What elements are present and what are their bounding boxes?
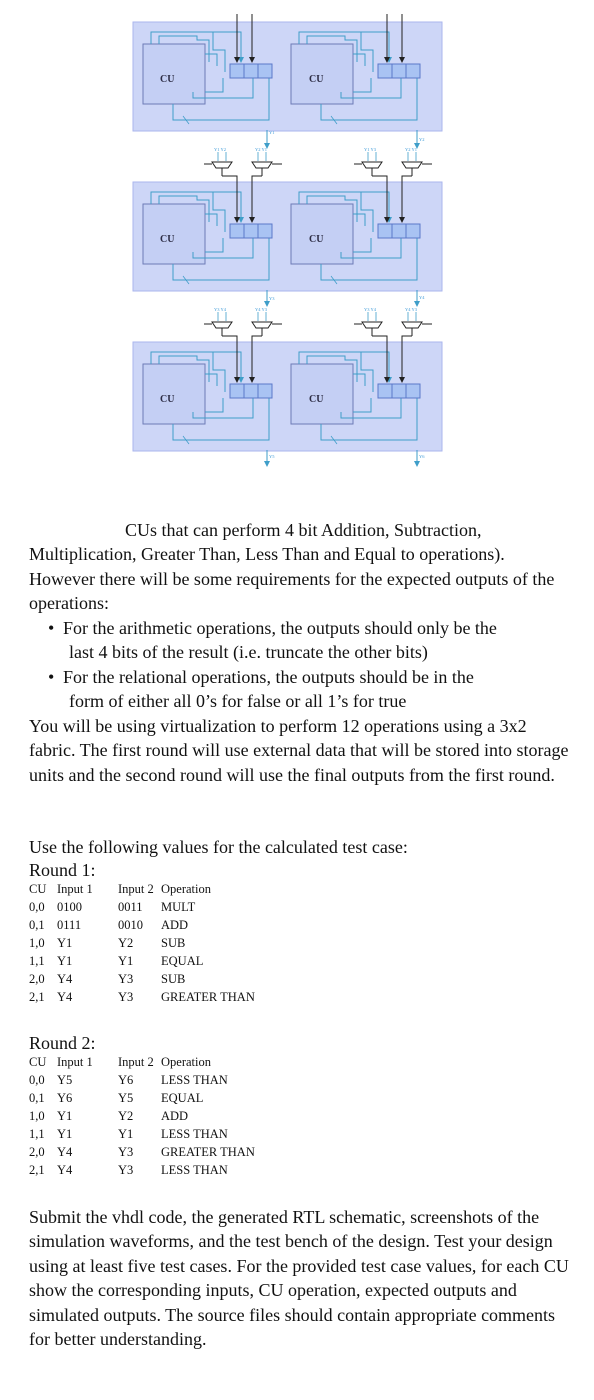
- cell-input2: Y2: [118, 1109, 134, 1123]
- round1-header-row: [29, 880, 255, 898]
- cell-input2: Y3: [118, 1163, 134, 1177]
- intro-paragraph: CUs that can perform 4 bit Addition, Subtraction, Multiplication, Greater Than, Less Than and Equal to operations). However there will be some requirements for the expected outputs of the operations:: [29, 520, 555, 614]
- cell-input2: Y6: [118, 1073, 134, 1087]
- table-row: [29, 1071, 255, 1089]
- mux-input-label: Y1 Y2: [214, 147, 226, 152]
- signal-y6: Y6: [419, 454, 425, 459]
- bullet-arithmetic: [48, 616, 563, 665]
- table-row: [29, 934, 255, 952]
- cell-input1: 0100: [57, 900, 82, 914]
- header-cu: CU: [29, 882, 47, 896]
- signal-y4: Y4: [419, 295, 425, 300]
- bullet-relational: [48, 665, 563, 714]
- cell-operation: ADD: [161, 1109, 189, 1123]
- header-operation: Operation: [161, 1055, 211, 1069]
- cell-input1: Y4: [57, 1163, 73, 1177]
- header-operation: Operation: [161, 882, 211, 896]
- cell-operation: EQUAL: [161, 954, 204, 968]
- virtualization-paragraph: You will be using virtualization to perform 12 operations using a 3x2 fabric. The first round will use external data that will be stored into storage units and the second round will use the final outputs from the first round.: [29, 716, 569, 785]
- test-case-intro: Use the following values for the calculated test case:: [29, 837, 408, 857]
- round1-table: [29, 880, 255, 1006]
- cell-operation: MULT: [161, 900, 196, 914]
- cell-cu: 2,0: [29, 1145, 45, 1159]
- header-input2: Input 2: [118, 882, 154, 896]
- mux-input-label: Y1 Y3: [364, 147, 376, 152]
- cu-label-1-1: CU: [309, 234, 324, 245]
- mux-input-label: Y3 Y4: [364, 307, 376, 312]
- cell-input2: Y5: [118, 1091, 134, 1105]
- cell-input2: Y3: [118, 972, 134, 986]
- cell-cu: 2,0: [29, 972, 45, 986]
- cu-label-2-0: CU: [160, 394, 175, 405]
- round2-heading: Round 2:: [29, 1033, 96, 1053]
- cu-label-2-1: CU: [309, 394, 324, 405]
- bullet-dot: •: [48, 618, 55, 638]
- bullet-dot: •: [48, 667, 55, 687]
- fabric-diagram: [0, 0, 594, 480]
- mux-input-label: Y2 Y1: [255, 147, 267, 152]
- signal-y5: Y5: [269, 454, 275, 459]
- cell-operation: ADD: [161, 918, 189, 932]
- table-row: [29, 898, 255, 916]
- cell-operation: LESS THAN: [161, 1127, 228, 1141]
- cu-label-0-1: CU: [309, 74, 324, 85]
- cell-input2: Y3: [118, 990, 134, 1004]
- table-row: [29, 1143, 255, 1161]
- round2-table: [29, 1053, 255, 1179]
- table-row: [29, 1107, 255, 1125]
- round2-header-row: [29, 1053, 255, 1071]
- cell-input1: Y1: [57, 1127, 73, 1141]
- cell-cu: 1,1: [29, 1127, 45, 1141]
- cell-operation: SUB: [161, 972, 186, 986]
- bullet-relational-line2: form of either all 0’s for false or all 1’s for true: [69, 691, 407, 712]
- cell-input2: Y1: [118, 1127, 134, 1141]
- header-cu: CU: [29, 1055, 47, 1069]
- cell-cu: 1,0: [29, 1109, 45, 1123]
- cell-input1: Y6: [57, 1091, 73, 1105]
- cell-cu: 1,0: [29, 936, 45, 950]
- mux-input-label: Y4 Y3: [405, 307, 417, 312]
- cell-input1: Y4: [57, 990, 73, 1004]
- table-row: [29, 1125, 255, 1143]
- signal-y2: Y2: [419, 137, 425, 142]
- cell-input1: Y1: [57, 936, 73, 950]
- cell-operation: EQUAL: [161, 1091, 204, 1105]
- cell-cu: 0,0: [29, 1073, 45, 1087]
- bullet-arithmetic-line2: last 4 bits of the result (i.e. truncate the other bits): [69, 642, 428, 663]
- cell-operation: GREATER THAN: [161, 990, 255, 1004]
- bullet-relational-line1: For the relational operations, the outputs should be in the: [63, 667, 474, 687]
- signal-y3: Y3: [269, 296, 275, 301]
- signal-y1: Y1: [269, 130, 275, 135]
- cell-cu: 0,0: [29, 900, 45, 914]
- cell-cu: 0,1: [29, 1091, 45, 1105]
- cell-input2: Y3: [118, 1145, 134, 1159]
- table-row: [29, 952, 255, 970]
- table-row: [29, 916, 255, 934]
- table-row: [29, 970, 255, 988]
- cell-input1: Y4: [57, 1145, 73, 1159]
- header-input1: Input 1: [57, 882, 93, 896]
- cell-input1: Y4: [57, 972, 73, 986]
- cell-input1: Y1: [57, 954, 73, 968]
- cell-input1: Y5: [57, 1073, 73, 1087]
- cell-operation: GREATER THAN: [161, 1145, 255, 1159]
- round1-heading: Round 1:: [29, 860, 96, 880]
- table-row: [29, 1161, 255, 1179]
- cell-cu: 0,1: [29, 918, 45, 932]
- cell-operation: SUB: [161, 936, 186, 950]
- mux-input-label: Y2 Y1: [405, 147, 417, 152]
- cell-input2: 0011: [118, 900, 143, 914]
- header-input2: Input 2: [118, 1055, 154, 1069]
- cell-input1: Y1: [57, 1109, 73, 1123]
- cell-input2: Y2: [118, 936, 134, 950]
- cell-input2: Y1: [118, 954, 134, 968]
- submission-paragraph: Submit the vhdl code, the generated RTL schematic, screenshots of the simulation waveforms, and the test bench of the design. Test your design using at least five test cases. For the provided test case values, for each CU show the corresponding inputs, CU operation, expected outputs and simulated outputs. The source files should contain appropriate comments for better understanding.: [29, 1207, 569, 1350]
- cu-label-1-0: CU: [160, 234, 175, 245]
- bullet-arithmetic-line1: For the arithmetic operations, the outputs should only be the: [63, 618, 497, 638]
- cell-cu: 2,1: [29, 1163, 45, 1177]
- mux-input-label: Y4 Y3: [255, 307, 267, 312]
- cell-operation: LESS THAN: [161, 1073, 228, 1087]
- header-input1: Input 1: [57, 1055, 93, 1069]
- cell-operation: LESS THAN: [161, 1163, 228, 1177]
- cell-input2: 0010: [118, 918, 143, 932]
- table-row: [29, 1089, 255, 1107]
- cell-input1: 0111: [57, 918, 82, 932]
- mux-input-label: Y3 Y4: [214, 307, 226, 312]
- cell-cu: 2,1: [29, 990, 45, 1004]
- cell-cu: 1,1: [29, 954, 45, 968]
- cu-label-0-0: CU: [160, 74, 175, 85]
- table-row: [29, 988, 255, 1006]
